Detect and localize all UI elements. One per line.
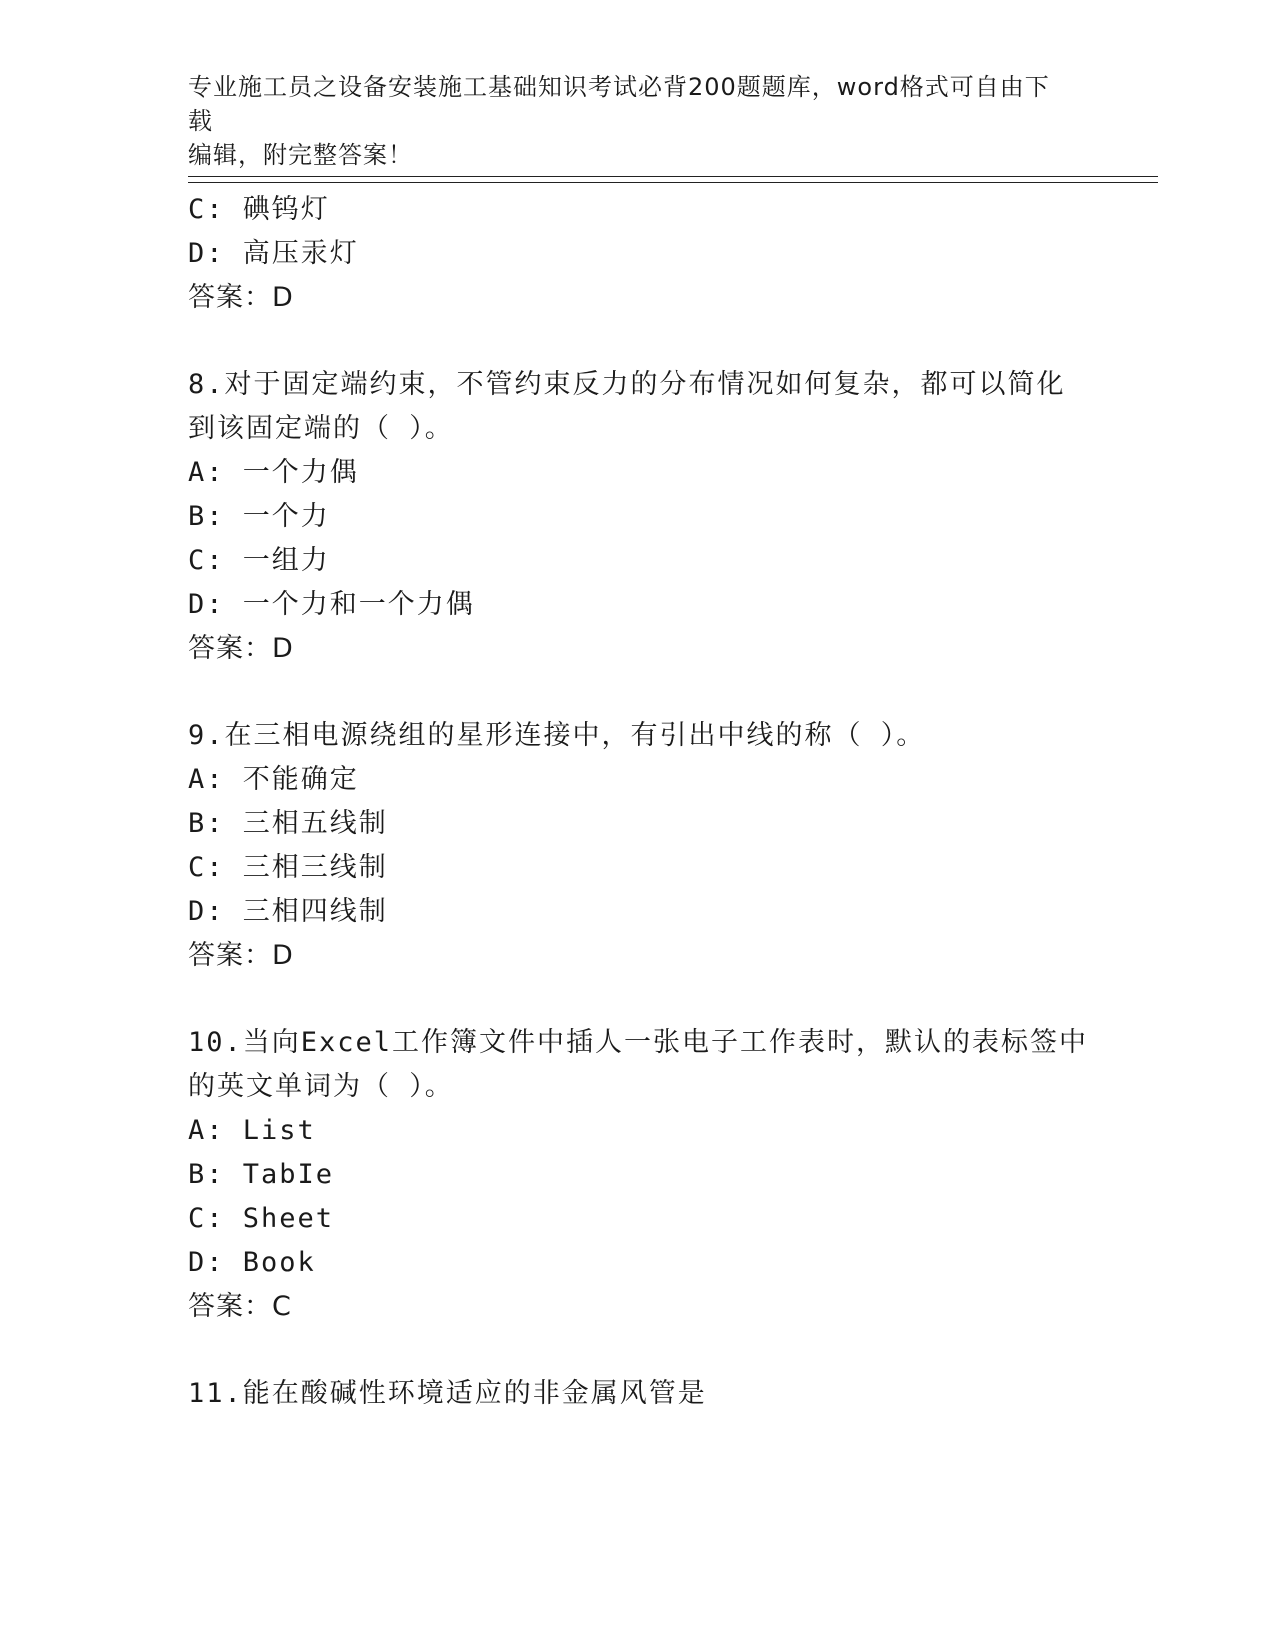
q10-answer: 答案：C [188,1291,292,1322]
q8-answer: 答案：D [188,633,294,664]
header-divider-bottom [188,182,1158,183]
q10-option-d: D: Book [188,1247,316,1278]
q10-option-b: B: TabIe [188,1159,335,1190]
header-line-1: 专业施工员之设备安装施工基础知识考试必背200题题库，word格式可自由下载 [188,73,1050,135]
header-line-2: 编辑，附完整答案！ [188,141,413,169]
q7-answer: 答案：D [188,282,294,313]
q8-option-d: D: 一个力和一个力偶 [188,589,475,620]
q10-stem-line-2: 的英文单词为（ ）。 [188,1071,454,1102]
q8-option-c: C: 一组力 [188,545,330,576]
q10-option-c: C: Sheet [188,1203,335,1234]
q9-option-d: D: 三相四线制 [188,896,388,927]
document-header [188,70,1068,172]
q8-stem-line-1: 8.对于固定端约束，不管约束反力的分布情况如何复杂，都可以简化 [188,369,1066,400]
q9-option-c: C: 三相三线制 [188,852,388,883]
q9-option-a: A: 不能确定 [188,764,359,795]
q11-stem-line-1: 11.能在酸碱性环境适应的非金属风管是 [188,1378,707,1409]
q9-stem-line-1: 9.在三相电源绕组的星形连接中，有引出中线的称（ ）。 [188,720,926,751]
q8-option-a: A: 一个力偶 [188,457,359,488]
q9-option-b: B: 三相五线制 [188,808,388,839]
q7-option-d: D: 高压汞灯 [188,238,359,269]
header-divider-top [188,176,1158,177]
q7-option-c: C: 碘钨灯 [188,194,330,225]
q9-answer: 答案：D [188,940,294,971]
q10-option-a: A: List [188,1115,316,1146]
q8-stem-line-2: 到该固定端的（ ）。 [188,413,454,444]
q10-stem-line-1: 10.当向Excel工作簿文件中插人一张电子工作表时，默认的表标签中 [188,1027,1089,1058]
q8-option-b: B: 一个力 [188,501,330,532]
